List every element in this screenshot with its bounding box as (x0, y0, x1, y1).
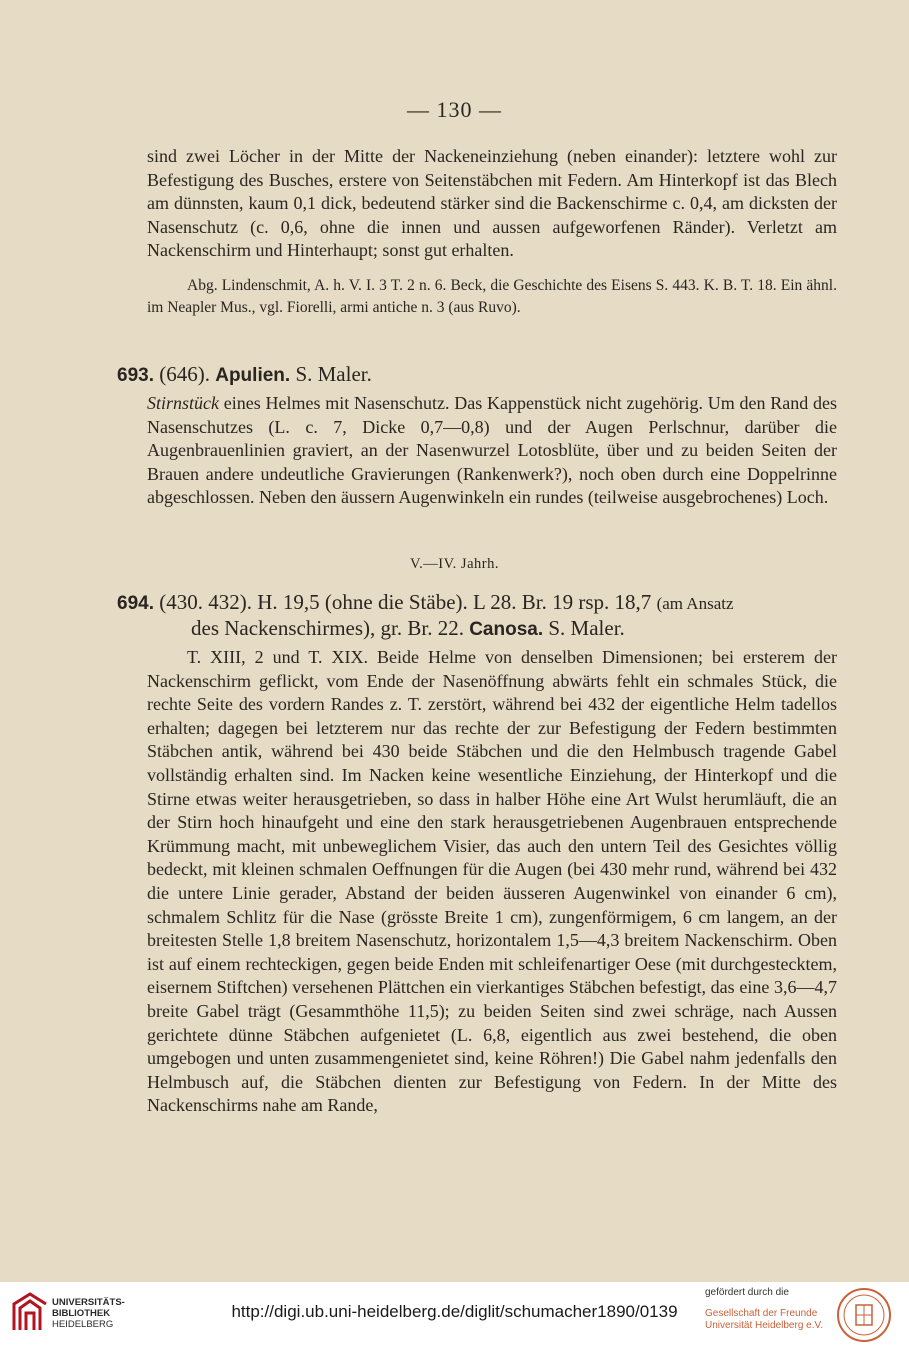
source-url-link[interactable]: http://digi.ub.uni-heidelberg.de/diglit/schumacher1890/0139 (231, 1302, 678, 1321)
entry-693-lead: Stirnstück (147, 393, 219, 413)
footer-bar (0, 1282, 909, 1347)
entry-694-body: T. XIII, 2 und T. XIX. Beide Helme von denselben Dimensionen; bei ersterem der Nackenschirm geflickt, vom Ende der Nasenöffnung abwärts fehlt ein schmales Stück, die rechte Seite des vordern Randes z. T. zerstört, während bei 432 der eigentliche Helm tadellos erhalten; dagegen bei letzterem nur das rechte der zur Befestigung der Federn bestimmten Stäbchen antik, während bei 430 beide Stäbchen und die den Helmbusch tragende Gabel vollständig erhalten sind. Im Nacken keine wesentliche Einziehung, der Hinterkopf und die Stirne etwas weiter herausgetrieben, so dass in halber Höhe eine Art Wulst herumläuft, die an der Stirn hoch hinaufgeht und eine den stark herausgetriebenen Augenbrauen entsprechende Krümmung macht, mit unbeweglichem Visier, das auch den untern Teil des Gesichtes völlig bedeckt, mit kleinen schmalen Oeffnungen für die Augen (bei 430 mehr rund, während bei 432 die untere Linie gerader, Abstand der beiden äusseren Augenwinkel von einander 6 cm), schmalem Schlitz für die Nase (grösste Breite 1 cm), zungenförmigem, 6 cm langem, an der breitesten Stelle 1,8 breitem Nasenschutz, horizontalem 1,5—4,3 breitem Nackenschirm. Oben ist auf einem rechteckigen, gegen beide Enden mit schleifenartiger Oese (mit durchgestecktem, eisernem Stiftchen) versehenen Plättchen ein vierkantiges Stäbchen befestigt, das eine 3,6—4,7 breite Gabel trägt (Gesammthöhe 11,5); zu beiden Seiten sind zwei schräge, nach Aussen gerichtete dünne Stäbchen aufgenietet (L. 6,8, eigentlich aus zwei bestehend, die oben umgebogen und unten zusammengenietet sind, keine Röhren!) Die Gabel nahm jedenfalls den Helmbusch auf, die Stäbchen dienten zur Befestigung von Federn. In der Mitte des Nackenschirms nahe am Rande, (147, 647, 837, 1116)
paragraph-continuation: sind zwei Löcher in der Mitte der Nackeneinziehung (neben einander): letztere wohl zur Befestigung des Busches, erstere von Seitenstäbchen mit Federn. Am Hinterkopf ist das Blech am dünnsten, kaum 0,1 dick, bedeutend stärker sind die Backenschirme c. 0,4, am dicksten der Nasenschutz (c. 0,6, ohne die innen und aussen aufgeworfenen Ränder). Verletzt am Nackenschirm und Hinterhaupt; sonst gut erhalten. (147, 146, 837, 261)
entry-694-measures-cont: des Nackenschirmes), gr. Br. 22. (191, 616, 464, 640)
bibliography-note: Abg. Lindenschmit, A. h. V. I. 3 T. 2 n. 6. Beck, die Geschichte des Eisens S. 443. K. B. T. 18. Ein ähnl. im Neapler Mus., vgl. Fiorelli, armi antiche n. 3 (aus Ruvo). (147, 276, 837, 317)
entry-694-header-line2 (147, 616, 837, 642)
entry-693-number: 693. (117, 365, 154, 386)
entry-693-ref: (646). (159, 362, 210, 386)
entry-693-text: eines Helmes mit Nasenschutz. Das Kappenstück nicht zugehörig. Um den Rand des Nasenschutzes (L. c. 7, Dicke 0,7—0,8) und der Augen Perlschnur, darüber die Augenbrauenlinien graviert, an der Nasenwurzel Lotosblüte, über und zu beiden Seiten der Brauen andere undeutliche Gravierungen (Rankenwerk?), noch oben durch eine Doppelrinne abgeschlossen. Neben den äussern Augenwinkeln ein rundes (teilweise ausgebrochenes) Loch. (147, 393, 837, 508)
university-seal-icon (836, 1287, 892, 1343)
entry-694-painter: S. Maler. (548, 616, 625, 640)
sponsor-name-line1: Gesellschaft der Freunde (705, 1308, 818, 1319)
sponsor-name-line2: Universität Heidelberg e.V. (705, 1320, 824, 1331)
entry-694-measures: (430. 432). H. 19,5 (ohne die Stäbe). L 28. Br. 19 rsp. 18,7 (159, 590, 652, 614)
entry-693-painter: S. Maler. (295, 362, 372, 386)
entry-694-header (117, 590, 837, 642)
library-name-line3: HEIDELBERG (52, 1319, 114, 1330)
sponsor-label: gefördert durch die (705, 1287, 789, 1298)
period-heading: V.—IV. Jahrh. (410, 556, 499, 572)
entry-694-number: 694. (117, 593, 154, 614)
entry-693 (117, 362, 837, 510)
library-name-line1: UNIVERSITÄTS- (52, 1297, 125, 1308)
entry-693-body (147, 392, 837, 510)
text-block-continuation (147, 145, 837, 320)
library-name-line2: BIBLIOTHEK (52, 1308, 111, 1319)
entry-694 (117, 590, 837, 1118)
entry-694-measures-note: (am Ansatz (656, 594, 734, 613)
page-number: — 130 — (407, 97, 502, 122)
entry-693-site: Apulien. (215, 365, 291, 386)
entry-694-site: Canosa. (469, 619, 544, 640)
entry-693-header (117, 362, 837, 388)
sponsor-credit (705, 1287, 835, 1332)
